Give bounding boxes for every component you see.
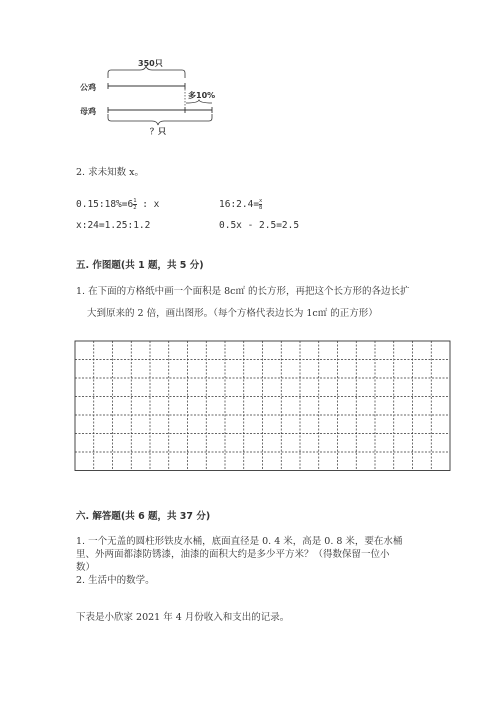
fraction-numerator: x (259, 198, 263, 204)
diagram-top-label: 350只 (138, 59, 163, 68)
equation-1 (76, 198, 159, 211)
diagram-row1-label: 公鸡 (80, 83, 96, 92)
segment-diagram-lines (0, 0, 500, 150)
equation-3: x:24=1.25:1.2 (76, 220, 151, 231)
section5-heading: 五. 作图题(共 1 题，共 5 分) (76, 260, 204, 271)
equation-1-left: 0.15:18%=6 (76, 199, 134, 210)
section6-q1-line3: 数） (76, 562, 96, 573)
section6-q2: 2. 生活中的数学。 (76, 575, 155, 586)
equation-2-left: 16:2.4= (219, 199, 260, 210)
grid-paper[interactable] (0, 330, 500, 490)
diagram-extra-label: 多10% (188, 91, 216, 100)
fraction-denominator: 8 (259, 205, 263, 211)
fraction-denominator: 2 (133, 205, 137, 211)
section6-q1-line2: 里、外两面都漆防锈漆，油漆的面积大约是多少平方米？（得数保留一位小 (76, 549, 390, 560)
equation-1-right: : x (136, 199, 160, 210)
section6-intro: 下表是小欣家 2021 年 4 月份收入和支出的记录。 (76, 612, 290, 623)
fraction-numerator: 1 (133, 198, 137, 204)
equation-2 (219, 198, 262, 211)
equation-2-fraction (259, 198, 262, 211)
section5-line1: 1. 在下面的方格纸中画一个面积是 8c㎡ 的长方形，再把这个长方形的各边长扩 (76, 286, 410, 297)
section5-line2: 大到原来的 2 倍，画出图形。（每个方格代表边长为 1c㎡ 的正方形） (87, 308, 378, 319)
equation-4: 0.5x - 2.5=2.5 (219, 220, 300, 231)
section6-heading: 六. 解答题(共 6 题，共 37 分) (76, 511, 211, 522)
q2-title: 2. 求未知数 x。 (76, 167, 144, 178)
diagram-bottom-label: ？只 (150, 127, 166, 136)
section6-q1-line1: 1. 一个无盖的圆柱形铁皮水桶，底面直径是 0. 4 米，高是 0. 8 米，要在水桶 (76, 536, 403, 547)
diagram-row2-label: 母鸡 (80, 107, 96, 116)
